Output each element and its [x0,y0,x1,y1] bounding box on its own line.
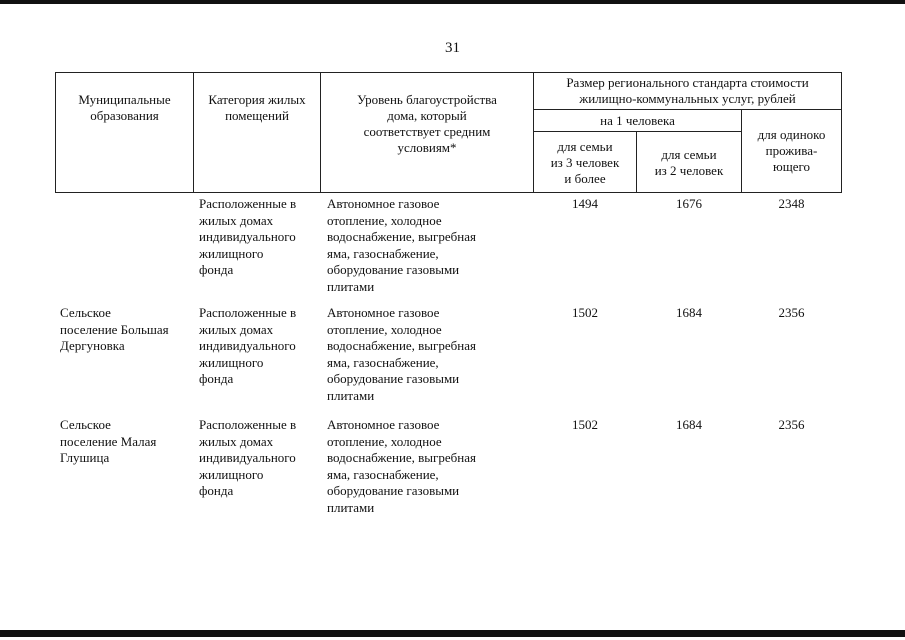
table-top-line [55,72,842,73]
row-category: Расположенные в жилых домах индивидуального жилищного фонда [199,305,297,386]
row-value-single: 2356 [778,417,805,432]
row-value-single: 2348 [778,196,805,211]
row-municipality: Сельское поселение Малая Глушица [60,417,157,465]
page-bottom-border [0,630,905,637]
page-top-border [0,0,905,4]
header-municipality: Муниципальные образования [78,92,171,123]
header-per-person: на 1 человека [600,113,675,128]
header-level: Уровень благоустройства дома, который соответствует средним условиям* [357,92,497,155]
col-border-left [55,72,56,192]
header-family-3: для семьи из 3 человек и более [550,139,620,186]
header-divider-standard [533,109,841,110]
row-value-family-2: 1676 [676,196,702,211]
header-family-2: для семьи из 2 человек [654,147,724,178]
row-category: Расположенные в жилых домах индивидуального жилищного фонда [199,417,297,498]
row-level: Автономное газовое отопление, холодное водоснабжение, выгребная яма, газоснабжение, оборудование газовыми плитами [327,417,476,515]
row-value-family-2: 1684 [676,305,702,320]
page-number: 31 [445,40,460,56]
row-value-family-2: 1684 [676,417,702,432]
header-category: Категория жилых помещений [208,92,306,123]
row-value-family-3: 1494 [572,196,598,211]
header-standard-size: Размер регионального стандарта стоимости жилищно-коммунальных услуг, рублей [566,75,809,106]
col-border-1 [193,72,194,192]
row-category: Расположенные в жилых домах индивидуального жилищного фонда [199,196,297,277]
row-level: Автономное газовое отопление, холодное водоснабжение, выгребная яма, газоснабжение, оборудование газовыми плитами [327,305,476,403]
row-value-family-3: 1502 [572,305,598,320]
col-border-right [841,72,842,192]
row-municipality: Сельское поселение Большая Дергуновка [60,305,169,353]
row-level: Автономное газовое отопление, холодное водоснабжение, выгребная яма, газоснабжение, оборудование газовыми плитами [327,196,476,294]
row-value-family-3: 1502 [572,417,598,432]
header-single: для одиноко прожива- ющего [757,127,826,174]
header-bottom-line [55,192,842,193]
header-divider-per-person [533,131,741,132]
row-value-single: 2356 [778,305,805,320]
